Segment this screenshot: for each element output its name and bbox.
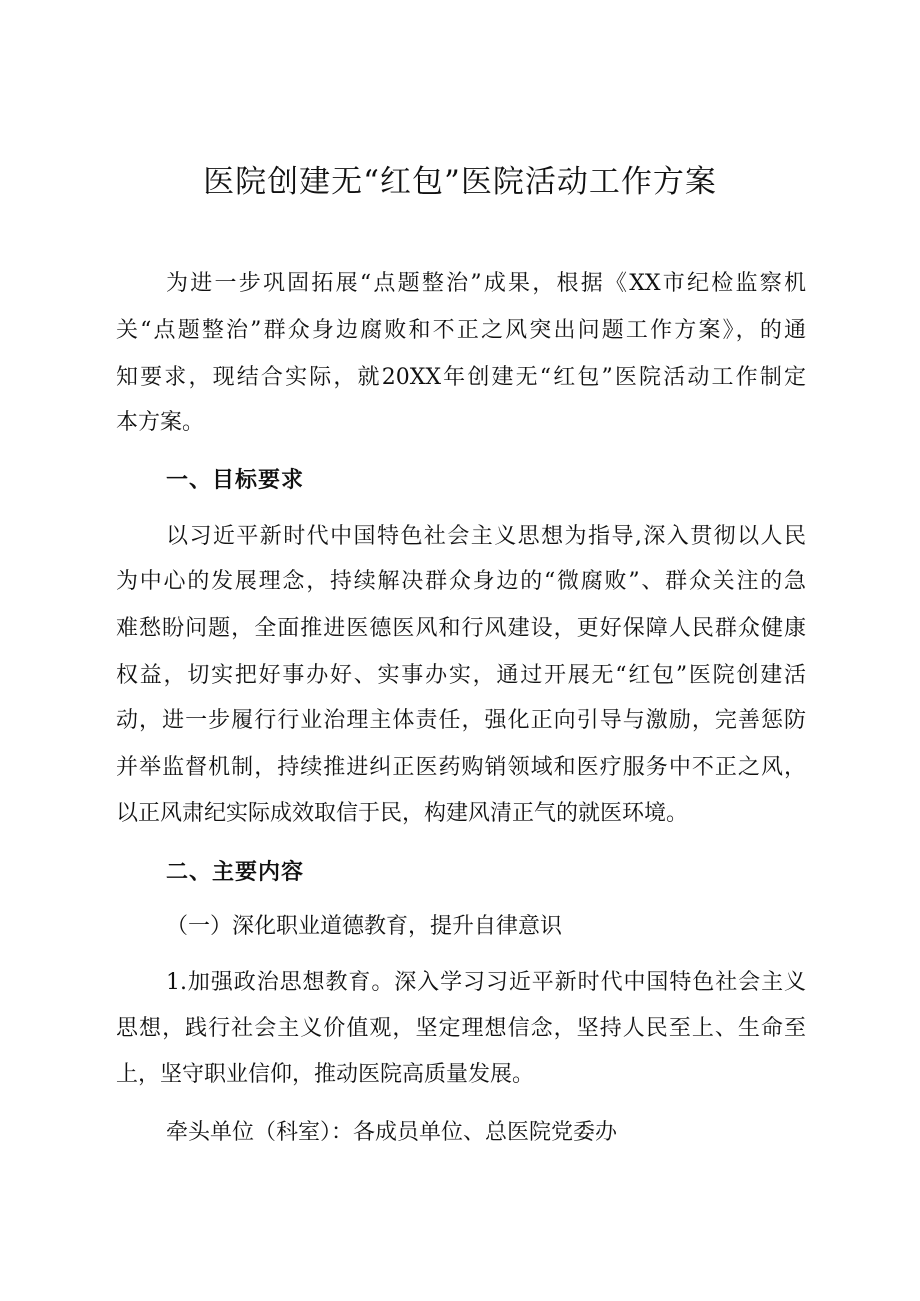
section2-subheading: （一）深化职业道德教育，提升自律意识 [166,914,563,939]
intro-line-3: 知要求，现结合实际，就20XX年创建无“红包”医院活动工作制定 [116,365,806,390]
section1-line-1: 以习近平新时代中国特色社会主义思想为指导,深入贯彻以人民 [166,524,806,549]
lead-unit-line: 牵头单位（科室）：各成员单位、总医院党委办 [166,1120,618,1145]
section1-heading: 一、目标要求 [166,467,305,493]
section1-line-5: 动，进一步履行行业治理主体责任，强化正向引导与激励，完善惩防 [116,708,806,733]
item1-line-1: 1.加强政治思想教育。深入学习习近平新时代中国特色社会主义 [166,970,806,995]
section1-line-7: 以正风肃纪实际成效取信于民，构建风清正气的就医环境。 [116,801,689,826]
intro-line-4: 本方案。 [116,410,205,435]
section1-line-4: 权益，切实把好事办好、实事办实，通过开展无“红包”医院创建活 [116,663,806,688]
document-title: 医院创建无“红包”医院活动工作方案 [203,164,717,200]
section2-heading: 二、主要内容 [166,859,305,885]
intro-line-1: 为进一步巩固拓展“点题整治”成果，根据《XX市纪检监察机 [166,271,806,296]
section1-line-3: 难愁盼问题，全面推进医德医风和行风建设，更好保障人民群众健康 [116,616,806,641]
section1-line-6: 并举监督机制，持续推进纠正医药购销领域和医疗服务中不正之风， [116,755,806,780]
intro-line-2: 关“点题整治”群众身边腐败和不正之风突出问题工作方案》，的通 [116,318,806,343]
item1-line-3: 上，坚守职业信仰，推动医院高质量发展。 [116,1062,535,1087]
section1-line-2: 为中心的发展理念，持续解决群众身边的“微腐败”、群众关注的急 [116,569,806,594]
item1-line-2: 思想，践行社会主义价值观，坚定理想信念，坚持人民至上、生命至 [116,1016,806,1041]
